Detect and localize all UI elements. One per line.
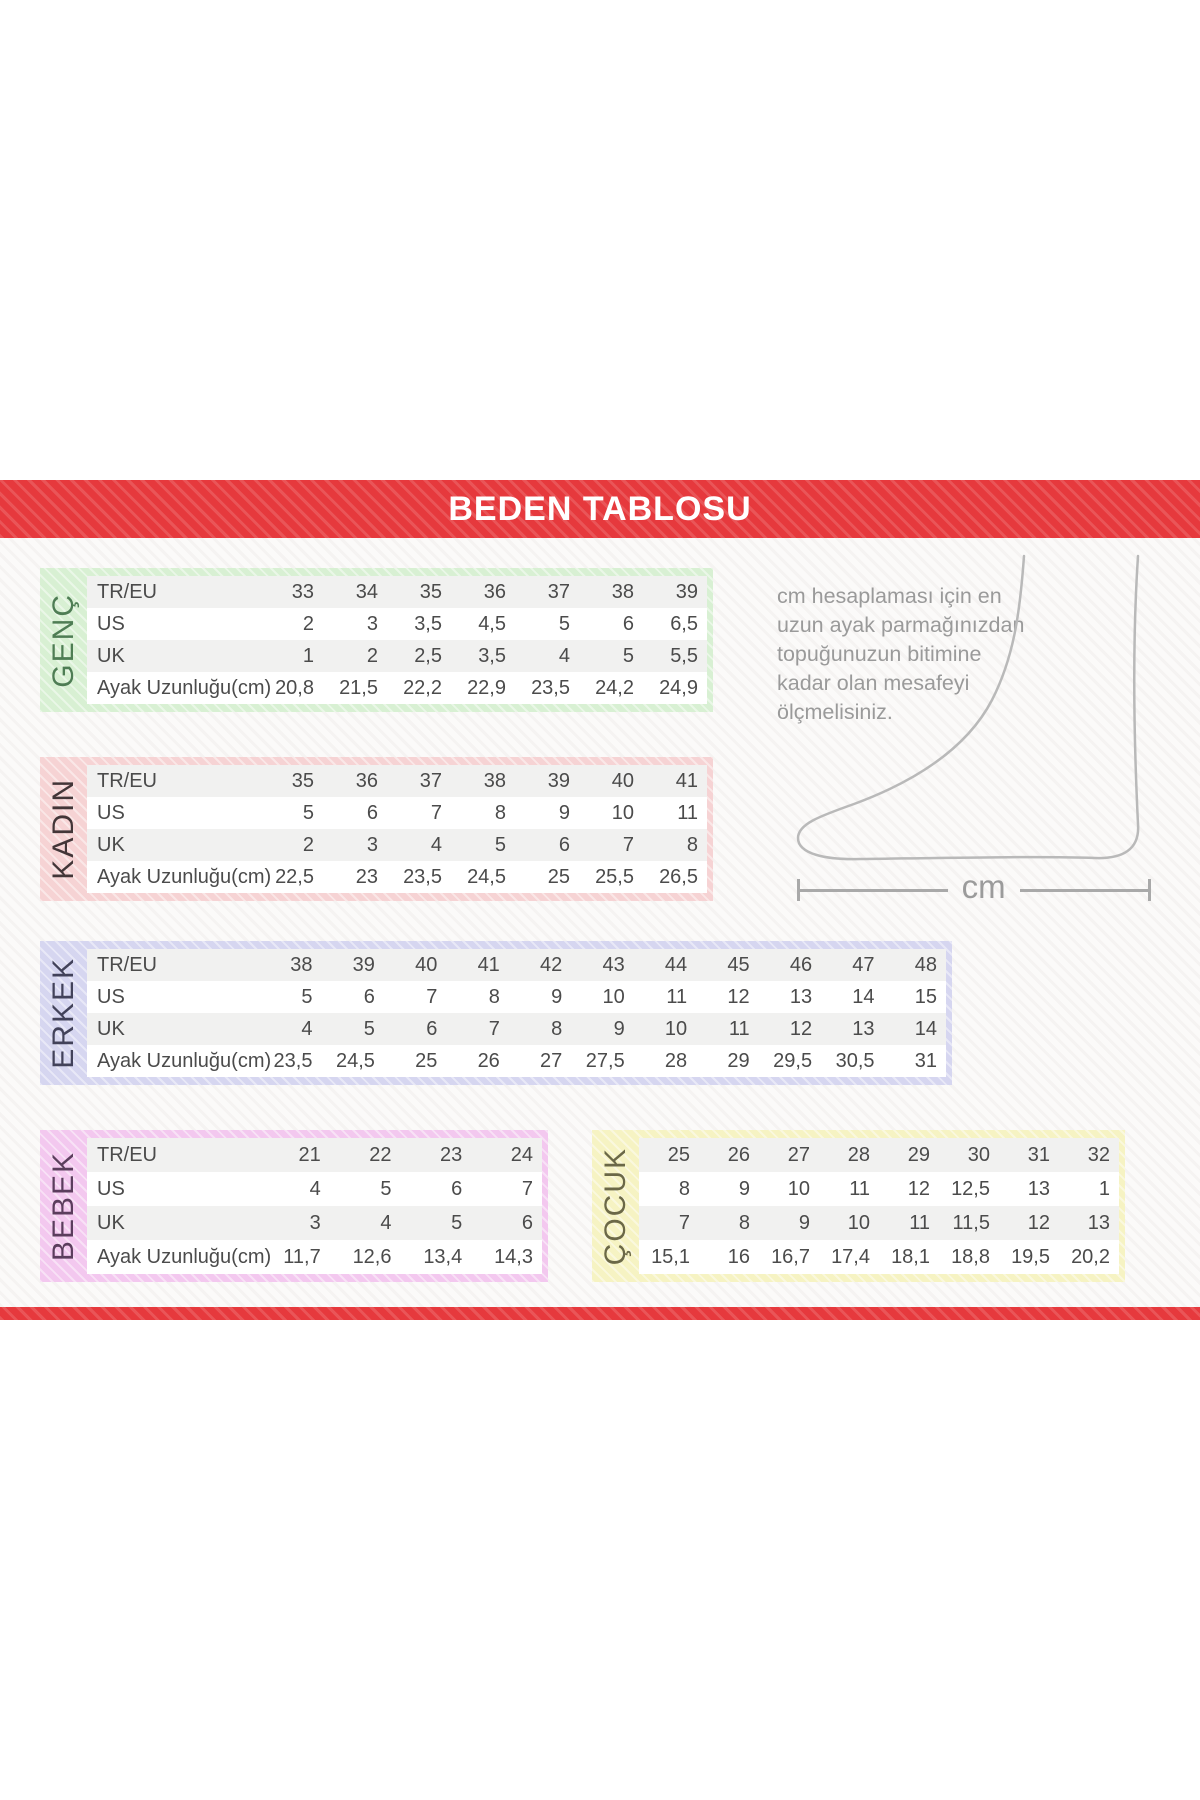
bottom-red-bar [0, 1307, 1200, 1320]
size-value: 38 [290, 953, 313, 976]
table-label-bebek [40, 1130, 87, 1282]
size-value: 43 [602, 953, 625, 976]
size-value: 7 [488, 1017, 500, 1040]
size-value: 8 [551, 1017, 563, 1040]
table-label-text: ERKEK [46, 957, 80, 1069]
size-value: 39 [547, 769, 570, 792]
instruction-line: uzun ayak parmağınızdan [777, 613, 1025, 637]
size-row [87, 672, 707, 704]
size-value: 1 [1098, 1177, 1110, 1200]
size-value: 8 [488, 985, 500, 1008]
size-value: 14 [914, 1017, 937, 1040]
size-value: 36 [355, 769, 378, 792]
size-value: 10 [602, 985, 625, 1008]
table-label-genc [40, 568, 87, 712]
size-row [87, 981, 946, 1013]
size-value: 22,5 [275, 865, 314, 888]
size-value: 24,5 [335, 1049, 375, 1072]
size-value: 6,5 [670, 612, 698, 635]
size-value: 2 [366, 644, 378, 667]
row-header: Ayak Uzunluğu(cm) [97, 1245, 272, 1268]
row-header: Ayak Uzunluğu(cm) [97, 865, 272, 888]
size-value: 12 [907, 1177, 930, 1200]
size-value: 12,5 [951, 1177, 990, 1200]
size-row [87, 1172, 542, 1206]
size-value: 16,7 [771, 1245, 810, 1268]
size-value: 9 [551, 985, 563, 1008]
size-value: 17,4 [831, 1245, 870, 1268]
size-value: 23 [355, 865, 378, 888]
size-row [87, 765, 707, 797]
size-value: 9 [798, 1211, 810, 1234]
size-value: 39 [675, 580, 698, 603]
size-row [87, 797, 707, 829]
size-value: 32 [1087, 1143, 1110, 1166]
measure-cap-right [1148, 879, 1151, 901]
size-value: 11 [677, 801, 698, 824]
table-body-cocuk [639, 1138, 1119, 1274]
size-value: 6 [366, 801, 378, 824]
size-value: 8 [678, 1177, 690, 1200]
row-header: US [97, 1177, 125, 1200]
size-row [87, 1138, 542, 1172]
size-value: 7 [521, 1177, 533, 1200]
size-table-kadin [40, 757, 713, 901]
size-value: 6 [426, 1017, 438, 1040]
size-row [87, 576, 707, 608]
size-row [639, 1138, 1119, 1172]
row-header: TR/EU [97, 580, 157, 603]
instruction-line: ölçmelisiniz. [777, 700, 893, 724]
size-value: 10 [787, 1177, 810, 1200]
size-value: 6 [451, 1177, 463, 1200]
size-value: 9 [613, 1017, 625, 1040]
size-value: 41 [477, 953, 500, 976]
size-value: 27 [787, 1143, 810, 1166]
size-value: 7 [430, 801, 442, 824]
size-value: 12 [727, 985, 750, 1008]
size-value: 11 [849, 1177, 870, 1200]
size-value: 7 [678, 1211, 690, 1234]
size-value: 41 [675, 769, 698, 792]
size-value: 23,5 [531, 676, 570, 699]
size-value: 9 [558, 801, 570, 824]
size-value: 36 [483, 580, 506, 603]
size-value: 6 [521, 1211, 533, 1234]
size-row [87, 1013, 946, 1045]
row-header: UK [97, 1211, 125, 1234]
size-value: 11,5 [952, 1211, 990, 1234]
size-table-bebek [40, 1130, 548, 1282]
size-value: 28 [847, 1143, 870, 1166]
table-body-bebek [87, 1138, 542, 1274]
size-row [87, 829, 707, 861]
size-value: 5 [558, 612, 570, 635]
size-value: 26 [727, 1143, 750, 1166]
size-value: 44 [664, 953, 688, 976]
row-header: US [97, 985, 125, 1008]
size-value: 13 [1087, 1211, 1110, 1234]
instruction-line: topuğunuzun bitimine [777, 642, 982, 666]
row-header: US [97, 612, 125, 635]
size-value: 4 [301, 1017, 313, 1040]
size-value: 3 [309, 1211, 321, 1234]
row-header: TR/EU [97, 769, 157, 792]
row-header: TR/EU [97, 953, 157, 976]
size-value: 13,4 [423, 1245, 463, 1268]
size-value: 6 [558, 833, 570, 856]
size-table-erkek [40, 941, 952, 1085]
size-row [87, 1045, 946, 1077]
size-value: 30 [967, 1143, 990, 1166]
row-header: UK [97, 644, 125, 667]
size-value: 13 [789, 985, 813, 1008]
row-header: UK [97, 833, 125, 856]
page-title: BEDEN TABLOSU [448, 489, 752, 528]
size-value: 4 [430, 833, 442, 856]
size-value: 5 [380, 1177, 392, 1200]
size-value: 37 [547, 580, 570, 603]
size-value: 4 [558, 644, 570, 667]
table-label-text: GENÇ [46, 592, 80, 688]
size-value: 29 [727, 1049, 750, 1072]
size-value: 38 [611, 580, 634, 603]
size-value: 38 [483, 769, 506, 792]
foot-outline-illustration [790, 552, 1162, 874]
row-header: UK [97, 1017, 125, 1040]
table-label-kadin [40, 757, 87, 901]
size-value: 12,6 [352, 1245, 392, 1268]
size-value: 10 [664, 1017, 688, 1040]
size-value: 9 [738, 1177, 750, 1200]
size-value: 31 [1027, 1143, 1050, 1166]
instruction-line: kadar olan mesafeyi [777, 671, 970, 695]
size-value: 19,5 [1011, 1245, 1050, 1268]
size-value: 5,5 [670, 644, 698, 667]
size-value: 23,5 [273, 1049, 313, 1072]
size-row [87, 1206, 542, 1240]
table-label-text: KADIN [46, 778, 80, 880]
size-value: 5 [494, 833, 506, 856]
size-value: 21,5 [339, 676, 378, 699]
size-value: 5 [363, 1017, 375, 1040]
row-header: Ayak Uzunluğu(cm) [97, 676, 272, 699]
size-value: 10 [611, 801, 634, 824]
measure-line-left [800, 889, 948, 892]
size-value: 31 [914, 1049, 937, 1072]
size-value: 37 [419, 769, 442, 792]
size-value: 20,8 [275, 676, 314, 699]
size-value: 4 [309, 1177, 321, 1200]
size-value: 10 [847, 1211, 870, 1234]
size-value: 18,1 [891, 1245, 930, 1268]
size-value: 29,5 [773, 1049, 813, 1072]
size-value: 34 [355, 580, 378, 603]
size-value: 1 [302, 644, 314, 667]
cm-measure-line [797, 868, 1151, 908]
size-row [639, 1206, 1119, 1240]
size-value: 3 [366, 833, 378, 856]
size-value: 8 [686, 833, 698, 856]
size-value: 46 [789, 953, 813, 976]
size-value: 24,5 [467, 865, 506, 888]
size-value: 3,5 [478, 644, 506, 667]
size-value: 40 [415, 953, 438, 976]
size-value: 20,2 [1071, 1245, 1110, 1268]
size-value: 2 [302, 612, 314, 635]
row-header: US [97, 801, 125, 824]
size-value: 28 [664, 1049, 688, 1072]
size-table-genc [40, 568, 713, 712]
size-value: 24,2 [595, 676, 634, 699]
size-table-cocuk [592, 1130, 1125, 1282]
size-value: 25 [415, 1049, 438, 1072]
size-value: 5 [622, 644, 634, 667]
row-header: Ayak Uzunluğu(cm) [97, 1049, 272, 1072]
size-row [87, 1240, 542, 1274]
size-value: 45 [727, 953, 750, 976]
table-body-kadin [87, 765, 707, 893]
size-row [87, 949, 946, 981]
size-value: 6 [622, 612, 634, 635]
size-value: 22,9 [467, 676, 506, 699]
size-value: 14,3 [494, 1245, 533, 1268]
size-value: 12 [1027, 1211, 1050, 1234]
size-row [87, 861, 707, 893]
size-value: 27 [540, 1049, 563, 1072]
size-value: 11 [909, 1211, 930, 1234]
size-value: 5 [302, 801, 314, 824]
size-value: 7 [622, 833, 634, 856]
size-value: 4 [380, 1211, 392, 1234]
size-value: 30,5 [835, 1049, 875, 1072]
size-value: 15,1 [651, 1245, 690, 1268]
size-value: 13 [1027, 1177, 1050, 1200]
size-value: 11 [666, 985, 688, 1008]
size-row [87, 608, 707, 640]
size-value: 26,5 [659, 865, 698, 888]
row-header: TR/EU [97, 1143, 157, 1166]
size-value: 14 [852, 985, 875, 1008]
size-value: 13 [852, 1017, 875, 1040]
title-banner [0, 480, 1200, 538]
size-row [639, 1172, 1119, 1206]
size-value: 12 [789, 1017, 813, 1040]
size-value: 48 [914, 953, 937, 976]
size-value: 11 [728, 1017, 750, 1040]
size-value: 23,5 [403, 865, 442, 888]
size-value: 3,5 [414, 612, 442, 635]
size-value: 23 [440, 1143, 463, 1166]
size-value: 8 [494, 801, 506, 824]
size-value: 24 [510, 1143, 533, 1166]
size-value: 39 [352, 953, 375, 976]
instruction-line: cm hesaplaması için en [777, 584, 1002, 608]
table-label-cocuk [592, 1130, 639, 1282]
size-value: 16 [727, 1245, 750, 1268]
size-value: 26 [477, 1049, 500, 1072]
size-value: 27,5 [585, 1049, 625, 1072]
size-row [639, 1240, 1119, 1274]
size-value: 22,2 [403, 676, 442, 699]
size-value: 18,8 [951, 1245, 990, 1268]
table-label-erkek [40, 941, 87, 1085]
size-value: 21 [298, 1143, 321, 1166]
size-value: 33 [291, 580, 314, 603]
size-row [87, 640, 707, 672]
size-value: 25 [547, 865, 570, 888]
table-label-text: ÇOCUK [598, 1146, 632, 1266]
size-value: 42 [540, 953, 563, 976]
size-value: 24,9 [659, 676, 698, 699]
size-value: 8 [738, 1211, 750, 1234]
table-label-text: BEBEK [46, 1150, 80, 1262]
size-value: 5 [451, 1211, 463, 1234]
size-value: 3 [366, 612, 378, 635]
size-value: 15 [914, 985, 937, 1008]
size-value: 2,5 [414, 644, 442, 667]
size-value: 7 [426, 985, 438, 1008]
size-value: 29 [907, 1143, 930, 1166]
table-body-erkek [87, 949, 946, 1077]
size-value: 47 [852, 953, 875, 976]
size-value: 5 [301, 985, 313, 1008]
size-value: 25 [667, 1143, 690, 1166]
measure-line-right [1020, 889, 1148, 892]
size-value: 40 [611, 769, 634, 792]
size-value: 25,5 [595, 865, 634, 888]
size-value: 6 [363, 985, 375, 1008]
size-value: 35 [419, 580, 442, 603]
cm-label: cm [961, 868, 1006, 905]
size-value: 35 [291, 769, 314, 792]
size-value: 2 [302, 833, 314, 856]
size-value: 4,5 [478, 612, 506, 635]
table-body-genc [87, 576, 707, 704]
size-value: 22 [369, 1143, 392, 1166]
size-value: 11,7 [283, 1245, 321, 1268]
